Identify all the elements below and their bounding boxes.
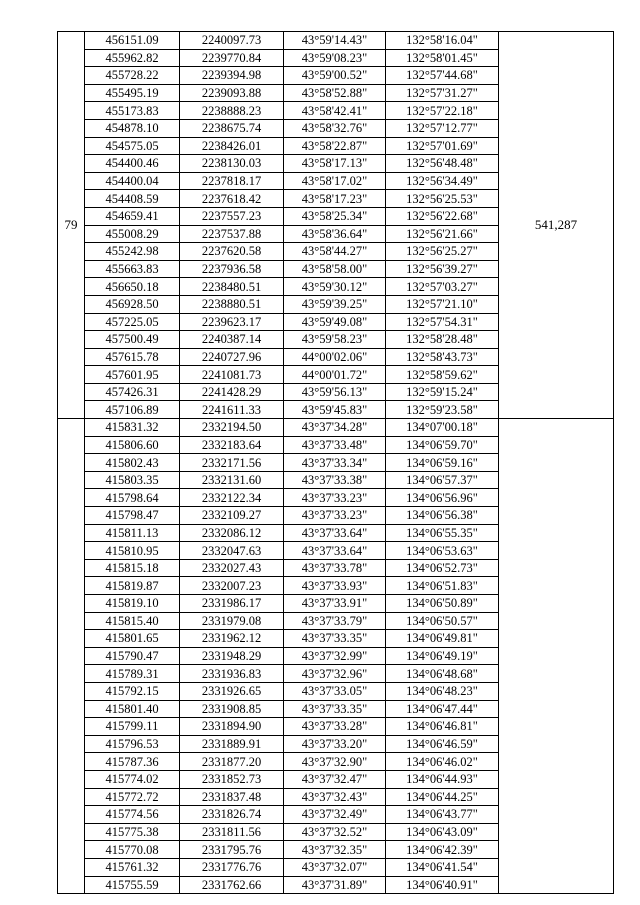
y-coordinate-cell: 2331762.66 — [180, 876, 284, 894]
latitude-cell: 43°37'31.89" — [284, 876, 386, 894]
latitude-cell: 43°37'33.64" — [284, 524, 386, 542]
x-coordinate-cell: 415755.59 — [85, 876, 180, 894]
longitude-cell: 134°06'46.59" — [386, 735, 499, 753]
longitude-cell: 134°06'47.44" — [386, 700, 499, 718]
latitude-cell: 43°58'58.00" — [284, 260, 386, 278]
x-coordinate-cell: 415774.56 — [85, 806, 180, 824]
latitude-cell: 43°58'17.13" — [284, 155, 386, 173]
y-coordinate-cell: 2332131.60 — [180, 471, 284, 489]
longitude-cell: 134°06'48.23" — [386, 682, 499, 700]
latitude-cell: 43°59'56.13" — [284, 383, 386, 401]
y-coordinate-cell: 2237557.23 — [180, 207, 284, 225]
y-coordinate-cell: 2238426.01 — [180, 137, 284, 155]
x-coordinate-cell: 454400.46 — [85, 155, 180, 173]
longitude-cell: 132°56'34.49" — [386, 172, 499, 190]
table-row — [58, 419, 614, 437]
x-coordinate-cell: 455495.19 — [85, 84, 180, 102]
x-coordinate-cell: 456928.50 — [85, 295, 180, 313]
y-coordinate-cell: 2332109.27 — [180, 507, 284, 525]
latitude-cell: 43°37'32.52" — [284, 823, 386, 841]
x-coordinate-cell: 454659.41 — [85, 207, 180, 225]
y-coordinate-cell: 2238130.03 — [180, 155, 284, 173]
longitude-cell: 134°06'50.57" — [386, 612, 499, 630]
x-coordinate-cell: 415799.11 — [85, 718, 180, 736]
y-coordinate-cell: 2241081.73 — [180, 366, 284, 384]
longitude-cell: 132°58'16.04" — [386, 32, 499, 50]
longitude-cell: 132°58'01.45" — [386, 49, 499, 67]
y-coordinate-cell: 2238675.74 — [180, 119, 284, 137]
longitude-cell: 132°56'21.66" — [386, 225, 499, 243]
x-coordinate-cell: 415787.36 — [85, 753, 180, 771]
latitude-cell: 43°59'14.43" — [284, 32, 386, 50]
latitude-cell: 43°59'58.23" — [284, 331, 386, 349]
longitude-cell: 134°06'49.19" — [386, 647, 499, 665]
latitude-cell: 43°58'17.23" — [284, 190, 386, 208]
latitude-cell: 44°00'02.06" — [284, 348, 386, 366]
x-coordinate-cell: 415792.15 — [85, 682, 180, 700]
latitude-cell: 43°58'17.02" — [284, 172, 386, 190]
y-coordinate-cell: 2237936.58 — [180, 260, 284, 278]
latitude-cell: 43°37'32.96" — [284, 665, 386, 683]
longitude-cell: 134°06'44.93" — [386, 770, 499, 788]
x-coordinate-cell: 415810.95 — [85, 542, 180, 560]
latitude-cell: 43°59'45.83" — [284, 401, 386, 419]
longitude-cell: 132°57'03.27" — [386, 278, 499, 296]
latitude-cell: 43°58'22.87" — [284, 137, 386, 155]
latitude-cell: 43°37'33.78" — [284, 559, 386, 577]
x-coordinate-cell: 415803.35 — [85, 471, 180, 489]
latitude-cell: 43°37'32.90" — [284, 753, 386, 771]
longitude-cell: 132°59'23.58" — [386, 401, 499, 419]
y-coordinate-cell: 2238880.51 — [180, 295, 284, 313]
latitude-cell: 43°58'36.64" — [284, 225, 386, 243]
x-coordinate-cell: 457500.49 — [85, 331, 180, 349]
x-coordinate-cell: 454575.05 — [85, 137, 180, 155]
y-coordinate-cell: 2332007.23 — [180, 577, 284, 595]
x-coordinate-cell: 415801.40 — [85, 700, 180, 718]
y-coordinate-cell: 2331894.90 — [180, 718, 284, 736]
y-coordinate-cell: 2331826.74 — [180, 806, 284, 824]
longitude-cell: 132°57'22.18" — [386, 102, 499, 120]
y-coordinate-cell: 2332183.64 — [180, 436, 284, 454]
y-coordinate-cell: 2237620.58 — [180, 243, 284, 261]
x-coordinate-cell: 415815.18 — [85, 559, 180, 577]
x-coordinate-cell: 457615.78 — [85, 348, 180, 366]
latitude-cell: 43°58'44.27" — [284, 243, 386, 261]
longitude-cell: 132°56'25.53" — [386, 190, 499, 208]
x-coordinate-cell: 415761.32 — [85, 858, 180, 876]
y-coordinate-cell: 2238888.23 — [180, 102, 284, 120]
longitude-cell: 134°06'40.91" — [386, 876, 499, 894]
longitude-cell: 134°06'52.73" — [386, 559, 499, 577]
y-coordinate-cell: 2331811.56 — [180, 823, 284, 841]
x-coordinate-cell: 415789.31 — [85, 665, 180, 683]
latitude-cell: 43°37'33.48" — [284, 436, 386, 454]
y-coordinate-cell: 2332027.43 — [180, 559, 284, 577]
longitude-cell: 132°58'28.48" — [386, 331, 499, 349]
x-coordinate-cell: 457601.95 — [85, 366, 180, 384]
x-coordinate-cell: 415801.65 — [85, 630, 180, 648]
x-coordinate-cell: 415798.64 — [85, 489, 180, 507]
longitude-cell: 134°06'43.09" — [386, 823, 499, 841]
longitude-cell: 134°06'46.81" — [386, 718, 499, 736]
longitude-cell: 132°58'59.62" — [386, 366, 499, 384]
latitude-cell: 43°37'34.28" — [284, 419, 386, 437]
y-coordinate-cell: 2240387.14 — [180, 331, 284, 349]
x-coordinate-cell: 457225.05 — [85, 313, 180, 331]
section-area-cell — [499, 419, 614, 894]
latitude-cell: 43°59'30.12" — [284, 278, 386, 296]
latitude-cell: 43°59'49.08" — [284, 313, 386, 331]
y-coordinate-cell: 2331908.85 — [180, 700, 284, 718]
x-coordinate-cell: 415790.47 — [85, 647, 180, 665]
longitude-cell: 132°56'22.68" — [386, 207, 499, 225]
x-coordinate-cell: 415819.10 — [85, 595, 180, 613]
y-coordinate-cell: 2239623.17 — [180, 313, 284, 331]
longitude-cell: 132°56'48.48" — [386, 155, 499, 173]
longitude-cell: 134°06'46.02" — [386, 753, 499, 771]
y-coordinate-cell: 2331926.65 — [180, 682, 284, 700]
latitude-cell: 43°37'33.05" — [284, 682, 386, 700]
longitude-cell: 134°06'56.38" — [386, 507, 499, 525]
y-coordinate-cell: 2332047.63 — [180, 542, 284, 560]
x-coordinate-cell: 456650.18 — [85, 278, 180, 296]
longitude-cell: 134°07'00.18" — [386, 419, 499, 437]
latitude-cell: 43°58'32.76" — [284, 119, 386, 137]
x-coordinate-cell: 415798.47 — [85, 507, 180, 525]
longitude-cell: 134°06'50.89" — [386, 595, 499, 613]
y-coordinate-cell: 2331948.29 — [180, 647, 284, 665]
longitude-cell: 134°06'41.54" — [386, 858, 499, 876]
x-coordinate-cell: 455663.83 — [85, 260, 180, 278]
y-coordinate-cell: 2238480.51 — [180, 278, 284, 296]
latitude-cell: 43°37'33.28" — [284, 718, 386, 736]
x-coordinate-cell: 415775.38 — [85, 823, 180, 841]
latitude-cell: 43°37'32.43" — [284, 788, 386, 806]
latitude-cell: 43°59'00.52" — [284, 67, 386, 85]
latitude-cell: 43°37'33.23" — [284, 507, 386, 525]
longitude-cell: 134°06'55.35" — [386, 524, 499, 542]
y-coordinate-cell: 2239394.98 — [180, 67, 284, 85]
longitude-cell: 134°06'53.63" — [386, 542, 499, 560]
latitude-cell: 43°58'52.88" — [284, 84, 386, 102]
latitude-cell: 43°58'25.34" — [284, 207, 386, 225]
x-coordinate-cell: 415811.13 — [85, 524, 180, 542]
longitude-cell: 134°06'44.25" — [386, 788, 499, 806]
longitude-cell: 132°57'01.69" — [386, 137, 499, 155]
latitude-cell: 43°58'42.41" — [284, 102, 386, 120]
x-coordinate-cell: 415774.02 — [85, 770, 180, 788]
latitude-cell: 43°37'33.93" — [284, 577, 386, 595]
latitude-cell: 44°00'01.72" — [284, 366, 386, 384]
y-coordinate-cell: 2331795.76 — [180, 841, 284, 859]
y-coordinate-cell: 2240097.73 — [180, 32, 284, 50]
latitude-cell: 43°59'08.23" — [284, 49, 386, 67]
y-coordinate-cell: 2239770.84 — [180, 49, 284, 67]
x-coordinate-cell: 455962.82 — [85, 49, 180, 67]
latitude-cell: 43°37'32.99" — [284, 647, 386, 665]
y-coordinate-cell: 2237618.42 — [180, 190, 284, 208]
longitude-cell: 134°06'48.68" — [386, 665, 499, 683]
y-coordinate-cell: 2237818.17 — [180, 172, 284, 190]
latitude-cell: 43°37'33.64" — [284, 542, 386, 560]
latitude-cell: 43°37'33.91" — [284, 595, 386, 613]
x-coordinate-cell: 415806.60 — [85, 436, 180, 454]
latitude-cell: 43°37'33.38" — [284, 471, 386, 489]
longitude-cell: 132°59'15.24" — [386, 383, 499, 401]
longitude-cell: 134°06'42.39" — [386, 841, 499, 859]
latitude-cell: 43°37'33.23" — [284, 489, 386, 507]
latitude-cell: 43°37'33.20" — [284, 735, 386, 753]
longitude-cell: 134°06'57.37" — [386, 471, 499, 489]
y-coordinate-cell: 2241611.33 — [180, 401, 284, 419]
longitude-cell: 134°06'59.70" — [386, 436, 499, 454]
longitude-cell: 132°56'39.27" — [386, 260, 499, 278]
section-number-cell: 79 — [58, 32, 85, 419]
x-coordinate-cell: 455173.83 — [85, 102, 180, 120]
y-coordinate-cell: 2331979.08 — [180, 612, 284, 630]
y-coordinate-cell: 2332194.50 — [180, 419, 284, 437]
y-coordinate-cell: 2332086.12 — [180, 524, 284, 542]
latitude-cell: 43°37'32.47" — [284, 770, 386, 788]
latitude-cell: 43°37'32.49" — [284, 806, 386, 824]
y-coordinate-cell: 2331877.20 — [180, 753, 284, 771]
x-coordinate-cell: 415815.40 — [85, 612, 180, 630]
latitude-cell: 43°37'32.35" — [284, 841, 386, 859]
x-coordinate-cell: 455242.98 — [85, 243, 180, 261]
longitude-cell: 134°06'43.77" — [386, 806, 499, 824]
x-coordinate-cell: 454400.04 — [85, 172, 180, 190]
y-coordinate-cell: 2331986.17 — [180, 595, 284, 613]
y-coordinate-cell: 2331837.48 — [180, 788, 284, 806]
y-coordinate-cell: 2331852.73 — [180, 770, 284, 788]
y-coordinate-cell: 2331962.12 — [180, 630, 284, 648]
x-coordinate-cell: 455728.22 — [85, 67, 180, 85]
longitude-cell: 134°06'59.16" — [386, 454, 499, 472]
latitude-cell: 43°37'33.35" — [284, 630, 386, 648]
longitude-cell: 134°06'51.83" — [386, 577, 499, 595]
y-coordinate-cell: 2331889.91 — [180, 735, 284, 753]
longitude-cell: 132°57'54.31" — [386, 313, 499, 331]
latitude-cell: 43°37'33.34" — [284, 454, 386, 472]
latitude-cell: 43°37'33.79" — [284, 612, 386, 630]
y-coordinate-cell: 2332122.34 — [180, 489, 284, 507]
x-coordinate-cell: 415770.08 — [85, 841, 180, 859]
longitude-cell: 134°06'56.96" — [386, 489, 499, 507]
y-coordinate-cell: 2240727.96 — [180, 348, 284, 366]
longitude-cell: 132°56'25.27" — [386, 243, 499, 261]
longitude-cell: 134°06'49.81" — [386, 630, 499, 648]
longitude-cell: 132°58'43.73" — [386, 348, 499, 366]
coordinates-table — [57, 31, 614, 894]
latitude-cell: 43°59'39.25" — [284, 295, 386, 313]
x-coordinate-cell: 455008.29 — [85, 225, 180, 243]
y-coordinate-cell: 2237537.88 — [180, 225, 284, 243]
section-number-cell — [58, 419, 85, 894]
y-coordinate-cell: 2239093.88 — [180, 84, 284, 102]
x-coordinate-cell: 415772.72 — [85, 788, 180, 806]
x-coordinate-cell: 415819.87 — [85, 577, 180, 595]
x-coordinate-cell: 457106.89 — [85, 401, 180, 419]
x-coordinate-cell: 454878.10 — [85, 119, 180, 137]
longitude-cell: 132°57'12.77" — [386, 119, 499, 137]
y-coordinate-cell: 2332171.56 — [180, 454, 284, 472]
x-coordinate-cell: 456151.09 — [85, 32, 180, 50]
coordinates-table-body — [58, 32, 614, 894]
longitude-cell: 132°57'21.10" — [386, 295, 499, 313]
x-coordinate-cell: 415831.32 — [85, 419, 180, 437]
section-area-cell: 541,287 — [499, 32, 614, 419]
longitude-cell: 132°57'31.27" — [386, 84, 499, 102]
latitude-cell: 43°37'33.35" — [284, 700, 386, 718]
y-coordinate-cell: 2331776.76 — [180, 858, 284, 876]
table-row — [58, 32, 614, 50]
x-coordinate-cell: 415802.43 — [85, 454, 180, 472]
y-coordinate-cell: 2331936.83 — [180, 665, 284, 683]
latitude-cell: 43°37'32.07" — [284, 858, 386, 876]
x-coordinate-cell: 457426.31 — [85, 383, 180, 401]
x-coordinate-cell: 454408.59 — [85, 190, 180, 208]
y-coordinate-cell: 2241428.29 — [180, 383, 284, 401]
longitude-cell: 132°57'44.68" — [386, 67, 499, 85]
x-coordinate-cell: 415796.53 — [85, 735, 180, 753]
